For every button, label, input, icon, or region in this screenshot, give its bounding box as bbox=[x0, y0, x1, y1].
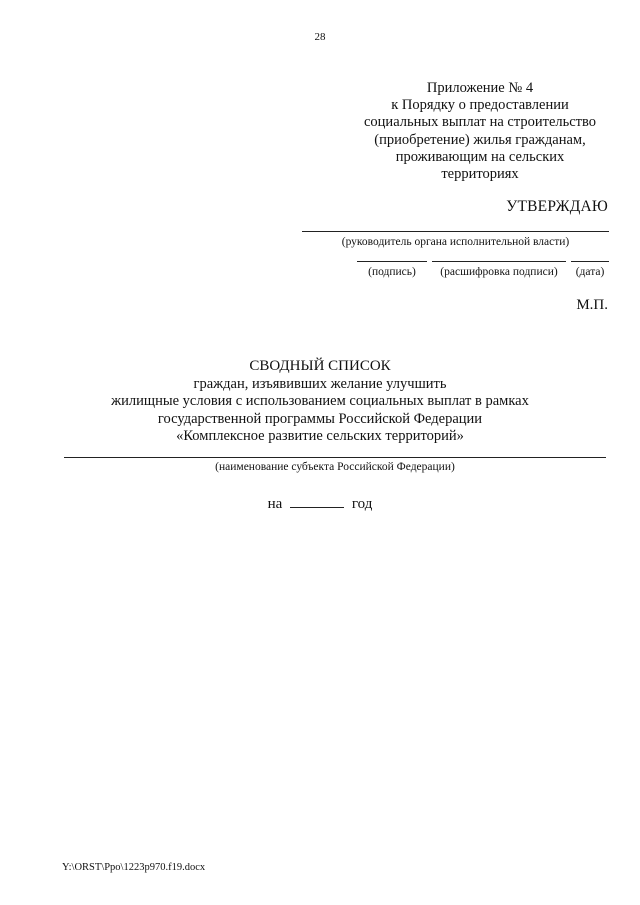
authority-caption: (руководитель органа исполнительной власти) bbox=[341, 236, 570, 248]
approval-title: УТВЕРЖДАЮ bbox=[506, 198, 608, 215]
seal-mark: М.П. bbox=[576, 297, 608, 313]
summary-block bbox=[0, 358, 640, 446]
signature-decoding-caption: (расшифровка подписи) bbox=[440, 266, 558, 278]
summary-line: государственной программы Российской Федерации bbox=[157, 410, 483, 427]
annex-line: Приложение № 4 bbox=[426, 80, 534, 96]
annex-line: проживающим на сельских bbox=[395, 148, 565, 165]
annex-line: территориях bbox=[441, 166, 519, 183]
signature-decoding-line bbox=[432, 261, 566, 262]
summary-line: «Комплексное развитие сельских территорий» bbox=[176, 428, 464, 444]
date-line bbox=[571, 261, 609, 262]
annex-line: (приобретение) жилья гражданам, bbox=[374, 131, 586, 148]
page-number: 28 bbox=[314, 31, 326, 43]
date-caption: (дата) bbox=[575, 266, 605, 278]
summary-heading: СВОДНЫЙ СПИСОК bbox=[249, 358, 391, 374]
year-blank-line bbox=[290, 494, 344, 508]
authority-signature-line bbox=[302, 231, 609, 232]
year-prefix: на bbox=[267, 496, 283, 512]
summary-line: жилищные условия с использованием социальных выплат в рамках bbox=[111, 393, 529, 409]
signature-line bbox=[357, 261, 427, 262]
subject-caption: (наименование субъекта Российской Федерации) bbox=[215, 461, 455, 473]
subject-name-line bbox=[64, 457, 606, 458]
year-suffix: год bbox=[351, 496, 373, 512]
footer-file-path: Y:\ORST\Ppo\1223p970.f19.docx bbox=[62, 862, 206, 873]
annex-block bbox=[320, 80, 640, 183]
year-row bbox=[0, 494, 640, 513]
annex-line: социальных выплат на строительство bbox=[363, 114, 597, 131]
summary-line: граждан, изъявивших желание улучшить bbox=[193, 375, 447, 392]
signature-caption: (подпись) bbox=[368, 266, 416, 278]
annex-line: к Порядку о предоставлении bbox=[391, 97, 569, 114]
